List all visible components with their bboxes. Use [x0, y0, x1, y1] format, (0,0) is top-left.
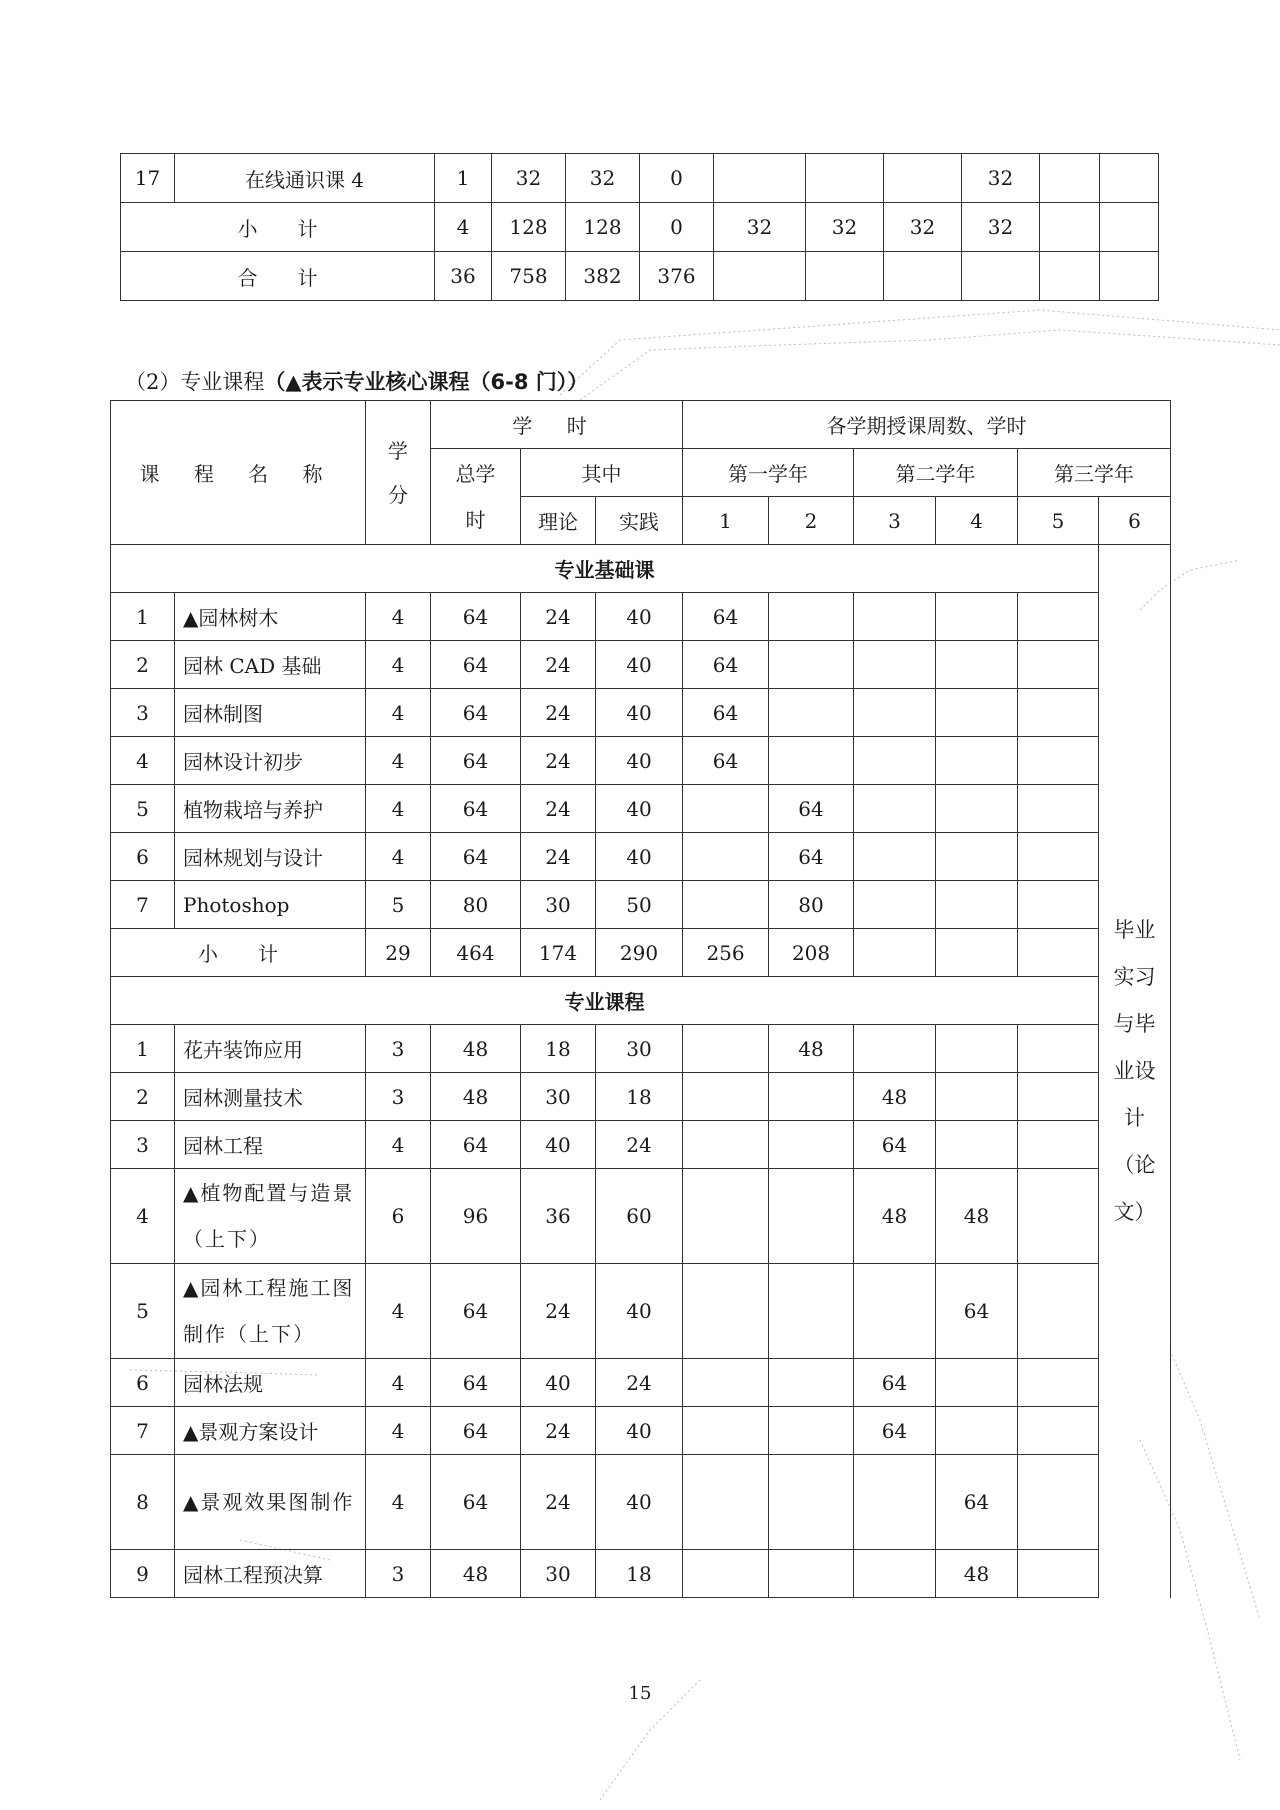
total-hours-cell: 48	[431, 1550, 521, 1598]
semester-4-cell	[936, 641, 1018, 689]
row-number: 2	[111, 1073, 175, 1121]
semester-1-cell: 64	[683, 689, 769, 737]
semester-4-cell	[936, 593, 1018, 641]
major-section-title: 专业课程	[111, 977, 1099, 1025]
semester-4-cell: 32	[962, 154, 1040, 203]
semester-5-cell	[1018, 1550, 1099, 1598]
semester-3-cell	[854, 785, 936, 833]
semester-1-cell	[683, 1359, 769, 1407]
credit-cell: 36	[435, 252, 492, 301]
theory-hours-cell: 30	[521, 881, 596, 929]
semester-1-cell: 64	[683, 641, 769, 689]
total-hours-cell: 64	[431, 689, 521, 737]
course-name: ▲园林树木	[175, 593, 366, 641]
semester-3-cell: 48	[854, 1073, 936, 1121]
practice-hours-cell: 18	[596, 1550, 683, 1598]
practice-hours-cell: 40	[596, 833, 683, 881]
header-semester-4: 4	[936, 497, 1018, 545]
practice-hours-cell: 0	[640, 203, 714, 252]
semester-1-cell	[683, 1407, 769, 1455]
row-number: 2	[111, 641, 175, 689]
semester-4-cell	[936, 737, 1018, 785]
subtotal-label: 小 计	[111, 929, 366, 977]
row-number: 4	[111, 737, 175, 785]
semester-2-cell: 32	[806, 203, 884, 252]
practice-hours-cell: 60	[596, 1169, 683, 1264]
theory-hours-cell: 24	[521, 689, 596, 737]
semester-5-cell	[1018, 785, 1099, 833]
semester-3-cell: 32	[884, 203, 962, 252]
theory-hours-cell: 24	[521, 1407, 596, 1455]
semester-1-cell	[714, 154, 806, 203]
total-hours-cell: 80	[431, 881, 521, 929]
theory-hours-cell: 18	[521, 1025, 596, 1073]
semester-2-cell: 64	[769, 833, 854, 881]
practice-hours-cell: 40	[596, 785, 683, 833]
table-row	[111, 641, 1171, 689]
header-theory: 理论	[521, 497, 596, 545]
semester-1-cell	[683, 785, 769, 833]
theory-hours-cell: 24	[521, 737, 596, 785]
course-name: ▲园林工程施工图制作（上下）	[175, 1264, 366, 1359]
semester-4-cell: 64	[936, 1455, 1018, 1550]
total-hours-cell: 64	[431, 785, 521, 833]
total-hours-cell: 64	[431, 641, 521, 689]
course-name: ▲景观效果图制作	[175, 1455, 366, 1550]
section-row	[111, 977, 1171, 1025]
general-course-table-continued	[120, 153, 1159, 301]
semester-1-cell	[683, 1455, 769, 1550]
semester-5-cell	[1018, 1121, 1099, 1169]
semester-1-cell	[683, 881, 769, 929]
course-name: 园林规划与设计	[175, 833, 366, 881]
row-number: 17	[121, 154, 175, 203]
course-name: 园林法规	[175, 1359, 366, 1407]
practice-hours-cell: 50	[596, 881, 683, 929]
credit-cell: 29	[366, 929, 431, 977]
theory-hours-cell: 40	[521, 1359, 596, 1407]
credit-cell: 4	[366, 1264, 431, 1359]
total-hours-cell: 64	[431, 1121, 521, 1169]
course-name: 园林工程预决算	[175, 1550, 366, 1598]
table-row	[111, 785, 1171, 833]
course-name: 园林 CAD 基础	[175, 641, 366, 689]
semester-3-cell	[854, 1550, 936, 1598]
semester-5-cell	[1040, 252, 1100, 301]
credit-cell: 4	[366, 737, 431, 785]
total-hours-cell: 64	[431, 593, 521, 641]
row-number: 9	[111, 1550, 175, 1598]
total-hours-cell: 64	[431, 737, 521, 785]
header-course-name: 课 程 名 称	[111, 401, 366, 545]
semester-1-cell	[683, 1025, 769, 1073]
semester-6-cell	[1100, 252, 1159, 301]
semester-2-cell	[806, 252, 884, 301]
practice-hours-cell: 0	[640, 154, 714, 203]
semester-5-cell	[1018, 1359, 1099, 1407]
semester-3-cell: 64	[854, 1407, 936, 1455]
semester-4-cell	[962, 252, 1040, 301]
semester-1-cell	[683, 1169, 769, 1264]
semester-5-cell	[1040, 154, 1100, 203]
page-number: 15	[628, 1683, 652, 1704]
semester-4-cell	[936, 1359, 1018, 1407]
credit-cell: 4	[366, 833, 431, 881]
header-semesters: 各学期授课周数、学时	[683, 401, 1171, 449]
table-row	[121, 154, 1159, 203]
header-credit: 学分	[366, 401, 431, 545]
theory-hours-cell: 174	[521, 929, 596, 977]
header-year-3: 第三学年	[1018, 449, 1171, 497]
semester-4-cell: 64	[936, 1264, 1018, 1359]
practice-hours-cell: 40	[596, 689, 683, 737]
total-hours-cell: 64	[431, 1359, 521, 1407]
table-row	[111, 1550, 1171, 1598]
row-number: 3	[111, 1121, 175, 1169]
row-number: 3	[111, 689, 175, 737]
total-hours-cell: 64	[431, 833, 521, 881]
total-hours-cell: 64	[431, 1264, 521, 1359]
course-name: ▲植物配置与造景（上下）	[175, 1169, 366, 1264]
semester-4-cell	[936, 929, 1018, 977]
theory-hours-cell: 30	[521, 1073, 596, 1121]
semester-4-cell	[936, 689, 1018, 737]
row-number: 7	[111, 1407, 175, 1455]
semester-1-cell: 64	[683, 593, 769, 641]
credit-cell: 3	[366, 1073, 431, 1121]
table-row	[111, 1169, 1171, 1264]
semester-5-cell	[1040, 203, 1100, 252]
semester-5-cell	[1018, 593, 1099, 641]
semester-4-cell	[936, 881, 1018, 929]
semester-5-cell	[1018, 737, 1099, 785]
semester-3-cell	[854, 881, 936, 929]
theory-hours-cell: 24	[521, 833, 596, 881]
semester-6-cell	[1100, 203, 1159, 252]
theory-hours-cell: 40	[521, 1121, 596, 1169]
semester-1-cell	[683, 1264, 769, 1359]
course-name: 园林制图	[175, 689, 366, 737]
semester-1-cell	[683, 1550, 769, 1598]
semester-1-cell	[714, 252, 806, 301]
section-title-note: （▲表示专业核心课程（6-8 门））	[264, 370, 589, 394]
semester-4-cell	[936, 1073, 1018, 1121]
internship-label: 毕业实习与毕业设计（论文）	[1113, 917, 1156, 1224]
practice-hours-cell: 24	[596, 1121, 683, 1169]
semester-4-cell	[936, 1025, 1018, 1073]
course-name: 园林测量技术	[175, 1073, 366, 1121]
practice-hours-cell: 40	[596, 1407, 683, 1455]
section-title	[125, 366, 588, 396]
header-among: 其中	[521, 449, 683, 497]
theory-hours-cell: 24	[521, 785, 596, 833]
semester-5-cell	[1018, 881, 1099, 929]
semester-5-cell	[1018, 1073, 1099, 1121]
semester-5-cell	[1018, 929, 1099, 977]
table-row	[111, 593, 1171, 641]
semester-3-cell: 64	[854, 1121, 936, 1169]
course-name: 花卉装饰应用	[175, 1025, 366, 1073]
semester-2-cell	[769, 737, 854, 785]
table-row	[111, 1455, 1171, 1550]
course-name: 在线通识课 4	[175, 154, 435, 203]
row-number: 7	[111, 881, 175, 929]
semester-2-cell: 80	[769, 881, 854, 929]
table-row	[111, 1025, 1171, 1073]
row-number: 5	[111, 1264, 175, 1359]
credit-cell: 3	[366, 1550, 431, 1598]
credit-cell: 3	[366, 1025, 431, 1073]
section-row	[111, 545, 1171, 593]
semester-4-cell	[936, 785, 1018, 833]
semester-5-cell	[1018, 689, 1099, 737]
theory-hours-cell: 36	[521, 1169, 596, 1264]
table-row	[111, 1407, 1171, 1455]
subtotal-label: 小 计	[121, 203, 435, 252]
practice-hours-cell: 40	[596, 737, 683, 785]
theory-hours-cell: 382	[566, 252, 640, 301]
table-row	[111, 1264, 1171, 1359]
semester-5-cell	[1018, 641, 1099, 689]
semester-3-cell	[854, 1264, 936, 1359]
row-number: 4	[111, 1169, 175, 1264]
semester-4-cell: 32	[962, 203, 1040, 252]
total-hours-cell: 48	[431, 1025, 521, 1073]
semester-3-cell	[854, 737, 936, 785]
semester-2-cell	[769, 1073, 854, 1121]
semester-2-cell	[769, 593, 854, 641]
practice-hours-cell: 40	[596, 1264, 683, 1359]
total-row	[121, 252, 1159, 301]
semester-3-cell	[854, 929, 936, 977]
semester-1-cell: 64	[683, 737, 769, 785]
table-row	[111, 737, 1171, 785]
total-hours-cell: 464	[431, 929, 521, 977]
semester-2-cell	[769, 1407, 854, 1455]
header-semester-2: 2	[769, 497, 854, 545]
semester-4-cell: 48	[936, 1550, 1018, 1598]
header-semester-3: 3	[854, 497, 936, 545]
semester-5-cell	[1018, 1169, 1099, 1264]
semester-2-cell: 208	[769, 929, 854, 977]
semester-2-cell: 64	[769, 785, 854, 833]
semester-2-cell	[769, 1359, 854, 1407]
header-practice: 实践	[596, 497, 683, 545]
credit-cell: 4	[435, 203, 492, 252]
semester-6-cell	[1100, 154, 1159, 203]
credit-cell: 6	[366, 1169, 431, 1264]
row-number: 1	[111, 593, 175, 641]
semester-3-cell	[884, 154, 962, 203]
basic-section-title: 专业基础课	[111, 545, 1099, 593]
practice-hours-cell: 40	[596, 593, 683, 641]
semester-2-cell	[769, 641, 854, 689]
semester-4-cell	[936, 1407, 1018, 1455]
total-hours-cell: 96	[431, 1169, 521, 1264]
table-row	[111, 881, 1171, 929]
course-name: 植物栽培与养护	[175, 785, 366, 833]
semester-2-cell: 48	[769, 1025, 854, 1073]
theory-hours-cell: 24	[521, 641, 596, 689]
total-hours-cell: 758	[492, 252, 566, 301]
total-hours-cell: 128	[492, 203, 566, 252]
total-hours-cell: 64	[431, 1407, 521, 1455]
practice-hours-cell: 290	[596, 929, 683, 977]
semester-5-cell	[1018, 1407, 1099, 1455]
semester-3-cell	[854, 641, 936, 689]
subtotal-row	[111, 929, 1171, 977]
row-number: 5	[111, 785, 175, 833]
semester-3-cell	[854, 689, 936, 737]
semester-5-cell	[1018, 1455, 1099, 1550]
semester-5-cell	[1018, 1264, 1099, 1359]
semester-5-cell	[1018, 833, 1099, 881]
table-row	[111, 833, 1171, 881]
theory-hours-cell: 128	[566, 203, 640, 252]
semester-4-cell	[936, 833, 1018, 881]
semester-3-cell	[884, 252, 962, 301]
semester-3-cell: 64	[854, 1359, 936, 1407]
header-year-1: 第一学年	[683, 449, 854, 497]
credit-cell: 4	[366, 1407, 431, 1455]
row-number: 6	[111, 833, 175, 881]
header-semester-1: 1	[683, 497, 769, 545]
practice-hours-cell: 30	[596, 1025, 683, 1073]
credit-cell: 4	[366, 1359, 431, 1407]
credit-cell: 4	[366, 641, 431, 689]
semester-4-cell: 48	[936, 1169, 1018, 1264]
semester-3-cell	[854, 1025, 936, 1073]
semester-2-cell	[769, 689, 854, 737]
semester-1-cell	[683, 833, 769, 881]
credit-cell: 4	[366, 689, 431, 737]
table-row	[111, 1359, 1171, 1407]
semester-5-cell	[1018, 1025, 1099, 1073]
table-row	[111, 1121, 1171, 1169]
table-row	[111, 1073, 1171, 1121]
row-number: 6	[111, 1359, 175, 1407]
header-year-2: 第二学年	[854, 449, 1018, 497]
theory-hours-cell: 30	[521, 1550, 596, 1598]
semester-1-cell: 256	[683, 929, 769, 977]
header-semester-5: 5	[1018, 497, 1099, 545]
course-name: 园林设计初步	[175, 737, 366, 785]
practice-hours-cell: 376	[640, 252, 714, 301]
row-number: 8	[111, 1455, 175, 1550]
practice-hours-cell: 40	[596, 1455, 683, 1550]
semester-1-cell: 32	[714, 203, 806, 252]
course-name: ▲景观方案设计	[175, 1407, 366, 1455]
semester-1-cell	[683, 1073, 769, 1121]
course-name: Photoshop	[175, 881, 366, 929]
course-name: 园林工程	[175, 1121, 366, 1169]
semester-3-cell	[854, 1455, 936, 1550]
semester-2-cell	[769, 1455, 854, 1550]
semester-2-cell	[806, 154, 884, 203]
semester-3-cell	[854, 833, 936, 881]
semester-1-cell	[683, 1121, 769, 1169]
semester-2-cell	[769, 1169, 854, 1264]
header-semester-6: 6	[1099, 497, 1171, 545]
internship-column	[1099, 545, 1171, 1598]
total-hours-cell: 48	[431, 1073, 521, 1121]
total-hours-cell: 64	[431, 1455, 521, 1550]
total-label: 合 计	[121, 252, 435, 301]
semester-2-cell	[769, 1550, 854, 1598]
row-number: 1	[111, 1025, 175, 1073]
theory-hours-cell: 32	[566, 154, 640, 203]
semester-3-cell	[854, 593, 936, 641]
credit-cell: 4	[366, 785, 431, 833]
theory-hours-cell: 24	[521, 593, 596, 641]
semester-2-cell	[769, 1121, 854, 1169]
semester-2-cell	[769, 1264, 854, 1359]
credit-cell: 1	[435, 154, 492, 203]
header-hours: 学 时	[431, 401, 683, 449]
section-title-prefix: （2）专业课程	[125, 370, 265, 394]
header-row	[111, 401, 1171, 449]
credit-cell: 4	[366, 1455, 431, 1550]
theory-hours-cell: 24	[521, 1455, 596, 1550]
practice-hours-cell: 40	[596, 641, 683, 689]
credit-cell: 5	[366, 881, 431, 929]
credit-cell: 4	[366, 1121, 431, 1169]
header-total-hours: 总学时	[431, 449, 521, 545]
subtotal-row	[121, 203, 1159, 252]
semester-4-cell	[936, 1121, 1018, 1169]
credit-cell: 4	[366, 593, 431, 641]
major-course-table	[110, 400, 1171, 1598]
theory-hours-cell: 24	[521, 1264, 596, 1359]
semester-3-cell: 48	[854, 1169, 936, 1264]
practice-hours-cell: 24	[596, 1359, 683, 1407]
table-row	[111, 689, 1171, 737]
total-hours-cell: 32	[492, 154, 566, 203]
practice-hours-cell: 18	[596, 1073, 683, 1121]
